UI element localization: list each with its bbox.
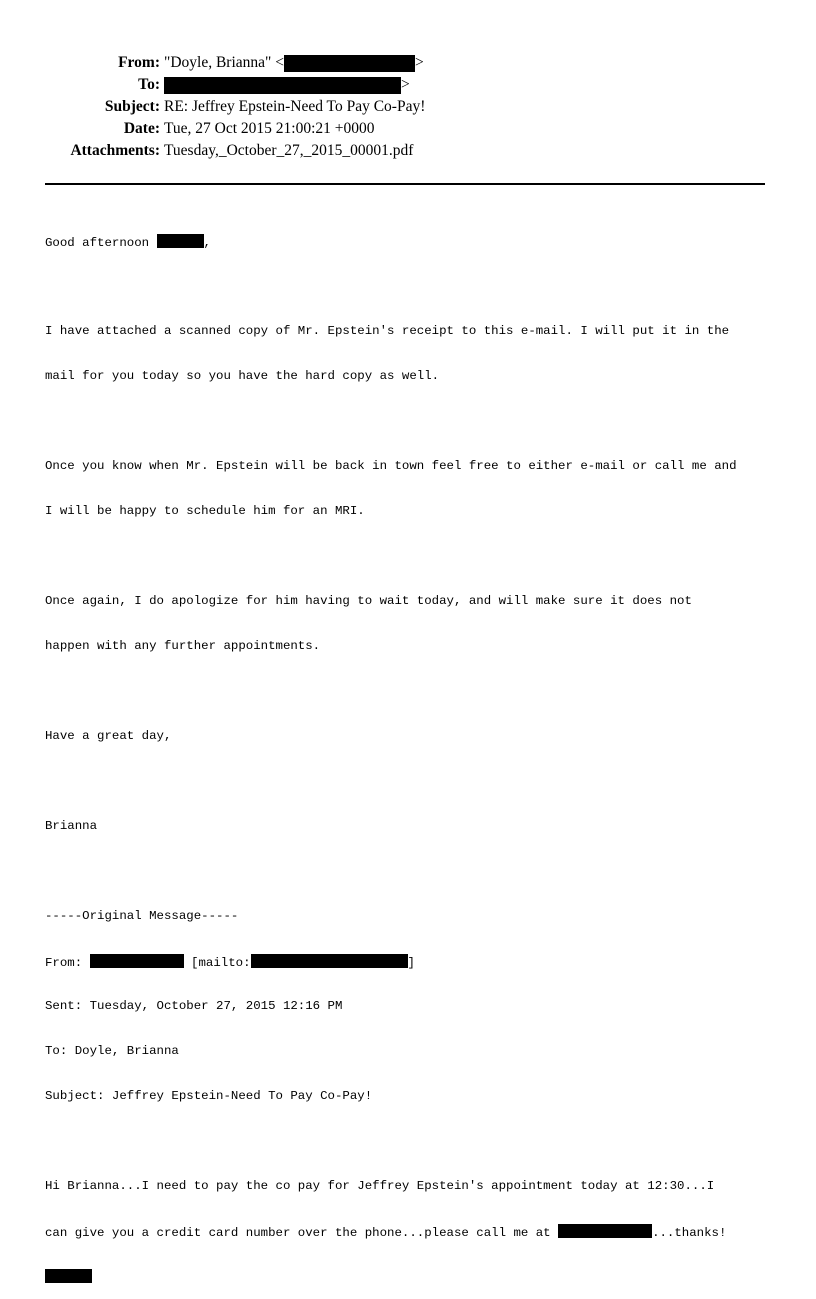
mailto-suffix: ]	[407, 956, 415, 970]
original-from-label: From:	[45, 956, 90, 970]
subject-label: Subject:	[104, 98, 160, 115]
date-row	[0, 118, 816, 140]
redaction	[164, 77, 401, 94]
greeting-text: Good afternoon	[45, 236, 157, 250]
greeting	[45, 234, 785, 249]
to-value	[164, 74, 410, 96]
attachment-filename[interactable]: Tuesday,_October_27,_2015_00001.pdf	[164, 142, 414, 159]
from-value	[164, 52, 424, 74]
header-divider	[45, 183, 765, 185]
paragraph-line: happen with any further appointments.	[45, 639, 321, 653]
subject-row	[0, 96, 816, 118]
original-subject: Subject: Jeffrey Epstein-Need To Pay Co-Pay!	[45, 1089, 373, 1103]
email-header	[0, 52, 816, 162]
original-message-line: Hi Brianna...I need to pay the co pay for Jeffrey Epstein's appointment today at 12:30...I	[45, 1179, 715, 1193]
original-message-divider: -----Original Message-----	[45, 909, 239, 923]
from-label: From:	[118, 54, 160, 71]
to-value-end: >	[401, 76, 410, 93]
date-label: Date:	[123, 120, 160, 137]
mailto-prefix: [mailto:	[183, 956, 251, 970]
original-sent: Sent: Tuesday, October 27, 2015 12:16 PM	[45, 999, 343, 1013]
original-message-end: ...thanks!	[652, 1226, 727, 1240]
redaction	[157, 234, 204, 248]
from-name: "Doyle, Brianna" <	[164, 54, 284, 71]
to-label: To:	[138, 76, 160, 93]
redaction	[90, 954, 184, 968]
redaction	[45, 1269, 92, 1283]
signature: Brianna	[45, 819, 98, 833]
attachments-label: Attachments:	[70, 142, 160, 159]
redaction	[251, 954, 408, 968]
original-signature	[45, 1269, 785, 1284]
attachments-row	[0, 140, 816, 162]
paragraph-line: I will be happy to schedule him for an MRI.	[45, 504, 365, 518]
redaction	[558, 1224, 652, 1238]
paragraph-line: I have attached a scanned copy of Mr. Epstein's receipt to this e-mail. I will put it in the	[45, 324, 730, 338]
original-message-line	[45, 1224, 785, 1239]
original-from	[45, 954, 785, 969]
closing: Have a great day,	[45, 729, 172, 743]
subject-value: RE: Jeffrey Epstein-Need To Pay Co-Pay!	[164, 98, 426, 115]
from-value-end: >	[414, 54, 424, 71]
paragraph-line: Once you know when Mr. Epstein will be back in town feel free to either e-mail or call me and	[45, 459, 737, 473]
redaction	[284, 55, 415, 72]
email-body	[45, 204, 785, 1299]
date-value: Tue, 27 Oct 2015 21:00:21 +0000	[164, 120, 375, 137]
from-row	[0, 52, 816, 74]
original-message-text: can give you a credit card number over the phone...please call me at	[45, 1226, 559, 1240]
paragraph-line: mail for you today so you have the hard copy as well.	[45, 369, 440, 383]
original-to: To: Doyle, Brianna	[45, 1044, 179, 1058]
to-row	[0, 74, 816, 96]
greeting-comma: ,	[203, 236, 211, 250]
paragraph-line: Once again, I do apologize for him having to wait today, and will make sure it does not	[45, 594, 692, 608]
